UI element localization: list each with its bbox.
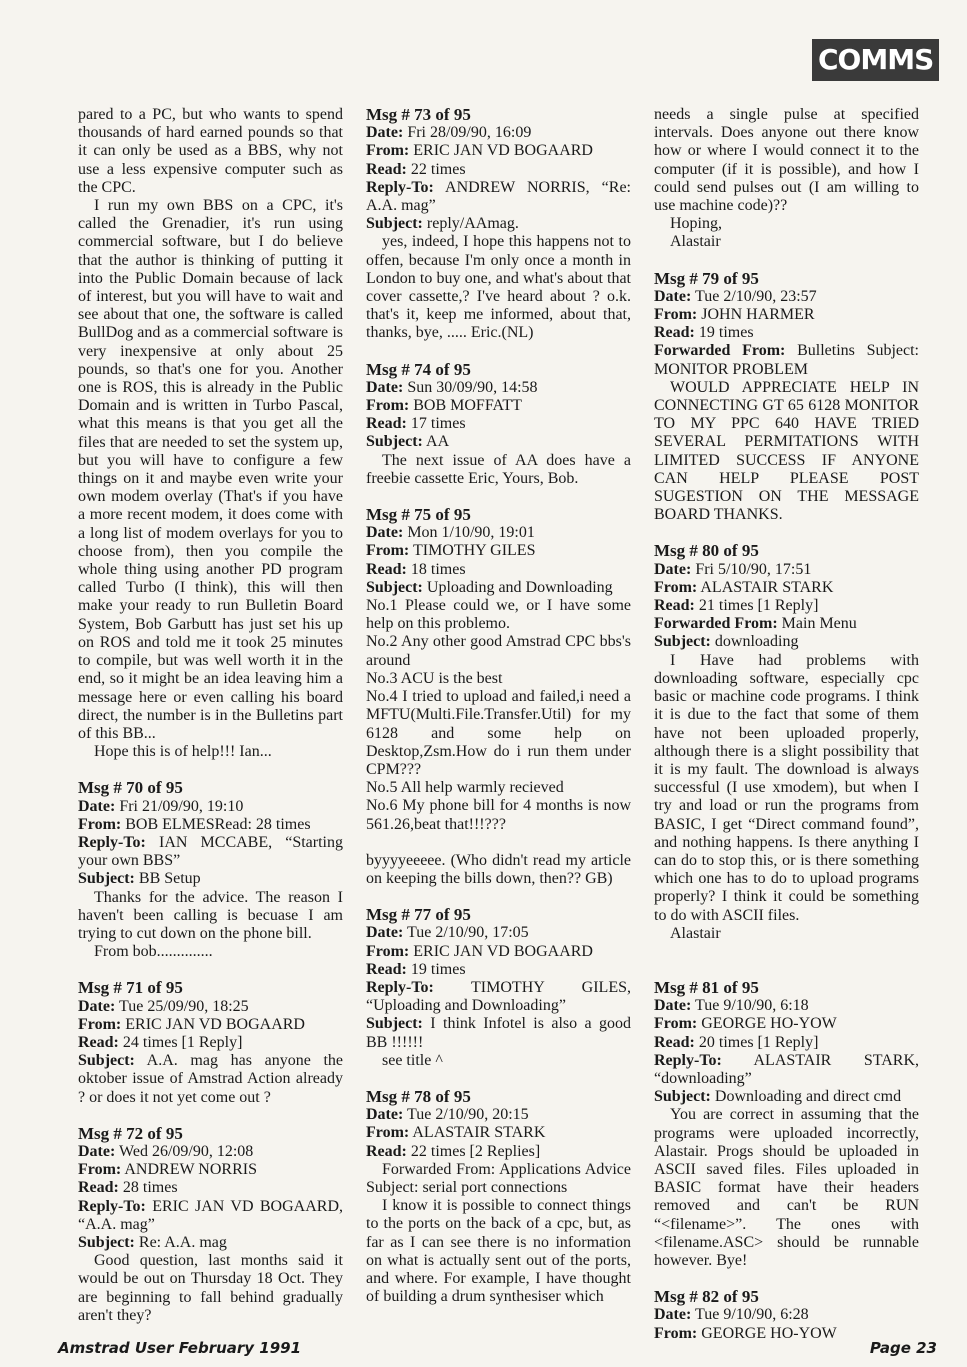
message-from: From: TIMOTHY GILES <box>366 542 536 560</box>
message-77 <box>366 906 631 1070</box>
message-date: Date: Tue 25/09/90, 18:25 <box>78 997 249 1015</box>
message-from: From: ALASTAIR STARK <box>654 578 834 596</box>
message-date: Date: Tue 2/10/90, 20:15 <box>366 1106 529 1124</box>
section-header <box>812 38 934 82</box>
message-from: From: BOB ELMESRead: 28 times <box>78 815 311 833</box>
message-reply-to: Reply-To: ANDREW NORRIS, “Re: A.A. mag” <box>366 178 631 215</box>
message-read: Read: 24 times [1 Reply] <box>78 1033 243 1051</box>
message-line: No.2 Any other good Amstrad CPC bbs's around <box>366 633 631 669</box>
message-body: I know it is possible to connect things to the ports on the back of a cpc, but, as far as I can see there is no information on what is actually sent out of the ports, and where. For example, I have thought of building a drum synthesiser which <box>366 1197 631 1306</box>
message-title: Msg # 70 of 95 <box>78 778 183 798</box>
message-title: Msg # 71 of 95 <box>78 978 183 998</box>
message-date: Date: Fri 28/09/90, 16:09 <box>366 124 532 142</box>
message-read: Read: 20 times [1 Reply] <box>654 1033 819 1051</box>
message-body: Forwarded From: Applications Advice Subject: serial port connections <box>366 1160 631 1196</box>
message-74 <box>366 361 631 488</box>
message-subject: Subject: I think Infotel is also a good BB !!!!!! <box>366 1015 631 1051</box>
message-from: From: JOHN HARMER <box>654 306 815 324</box>
message-line: No.5 All help warmly recieved <box>366 779 564 797</box>
message-body: WOULD APPRECIATE HELP IN CONNECTING GT 65 6128 MONITOR TO MY PPC 640 HAVE TRIED SEVERAL PERMITATIONS WITH LIMITED SUCCESS IF ANYONE CAN HELP PLEASE POST SUGESTION ON THE MESSAGE BOARD THANKS. <box>654 378 919 524</box>
message-78 <box>366 1088 631 1306</box>
message-body: Thanks for the advice. The reason I haven't been calling is becuase I am trying to cut down on the phone bill. <box>78 888 343 942</box>
message-subject: Subject: reply/AAmag. <box>366 215 519 233</box>
message-73 <box>366 106 631 343</box>
message-date: Date: Fri 5/10/90, 17:51 <box>654 560 812 578</box>
message-subject: Subject: BB Setup <box>78 870 201 888</box>
column-3 <box>654 106 919 1343</box>
message-date: Date: Mon 1/10/90, 19:01 <box>366 524 535 542</box>
message-72 <box>78 1125 343 1325</box>
message-signature: Alastair <box>670 233 721 251</box>
message-read: Read: 18 times <box>366 560 466 578</box>
message-title: Msg # 78 of 95 <box>366 1086 471 1106</box>
message-body: see title ^ <box>382 1051 443 1069</box>
message-75 <box>366 506 631 888</box>
message-read: Read: 19 times <box>654 324 754 342</box>
message-read: Read: 21 times [1 Reply] <box>654 597 819 615</box>
message-read: Read: 22 times <box>366 160 466 178</box>
message-70 <box>78 779 343 961</box>
message-subject: Subject: Downloading and direct cmd <box>654 1088 902 1106</box>
message-forwarded: Forwarded From: Bulletins Subject: MONITOR PROBLEM <box>654 342 919 378</box>
message-body: From bob.............. <box>94 943 213 961</box>
message-body: yes, indeed, I hope this happens not to offen, because I'm only once a month in London to buy one, and what's about that cover cassette,? I've heard about ? o.k. that's it, keep me informed, about that, thanks, bye, ..... Eric.(NL) <box>366 233 631 342</box>
message-title: Msg # 79 of 95 <box>654 268 759 288</box>
message-date: Date: Fri 21/09/90, 19:10 <box>78 797 244 815</box>
message-81 <box>654 979 919 1270</box>
message-reply-to: Reply-To: TIMOTHY GILES, “Uploading and Downloading” <box>366 978 631 1015</box>
article-paragraph: pared to a PC, but who wants to spend thousands of hard earned pounds so that it can only be used as a BBS, why not use a less expensive computer such as the CPC. <box>78 106 343 196</box>
message-reply-to: Reply-To: ERIC JAN VD BOGAARD, “A.A. mag” <box>78 1197 344 1233</box>
message-read: Read: 17 times <box>366 415 466 433</box>
message-82 <box>654 1288 919 1343</box>
message-71 <box>78 979 343 1106</box>
section-title: COMMS <box>812 39 939 81</box>
message-body: needs a single pulse at specified intervals. Does anyone out there know how or where I would connect it to the computer (if it is possible), and how I could send pulses out (I am willing to use machine code)?? <box>654 106 919 215</box>
message-reply-to: Reply-To: IAN MCCABE, “Starting your own BBS” <box>78 833 343 870</box>
message-date: Date: Tue 2/10/90, 23:57 <box>654 287 817 305</box>
message-read: Read: 22 times [2 Replies] <box>366 1142 541 1160</box>
message-read: Read: 28 times <box>78 1179 178 1197</box>
message-date: Date: Wed 26/09/90, 12:08 <box>78 1142 254 1160</box>
message-reply-to: Reply-To: ALASTAIR STARK, “downloading” <box>654 1051 919 1087</box>
spacer <box>366 834 631 852</box>
message-body: I Have had problems with downloading software, especially cpc basic or machine code programs. I think it is due to the fact that some of them have not been uploaded properly, although there is a slight possibility that it is my fault. The download is always successful (I use xmodem), but when I try and load or run the programs from BASIC, I get “Direct command found”, and nothing happens. Is there anything I can do to stop this, or is there something which one has to do to upload programs properly? I think it could be something to do with ASCII files. <box>654 651 919 924</box>
message-line: No.6 My phone bill for 4 months is now 561.26,beat that!!!??? <box>366 797 631 833</box>
message-subject: Subject: Re: A.A. mag <box>78 1233 227 1251</box>
page-number: Page 23 <box>869 1339 937 1357</box>
message-from: From: ERIC JAN VD BOGAARD <box>366 142 593 160</box>
message-subject: Subject: A.A. mag has anyone the oktober issue of Amstrad Action already ? or does it not yet come out ? <box>78 1052 344 1106</box>
message-title: Msg # 81 of 95 <box>654 977 759 997</box>
message-from: From: ALASTAIR STARK <box>366 1124 546 1142</box>
message-read: Read: 19 times <box>366 960 466 978</box>
message-from: From: GEORGE HO-YOW <box>654 1324 837 1342</box>
message-79 <box>654 270 919 525</box>
column-2 <box>366 106 631 1306</box>
message-line: byyyyeeeee. (Who didn't read my article on keeping the bills down, then?? GB) <box>366 851 631 887</box>
message-title: Msg # 80 of 95 <box>654 541 759 561</box>
message-subject: Subject: downloading <box>654 633 799 651</box>
message-from: From: GEORGE HO-YOW <box>654 1015 837 1033</box>
message-line: No.3 ACU is the best <box>366 669 503 687</box>
message-body: The next issue of AA does have a freebie cassette Eric, Yours, Bob. <box>366 451 631 487</box>
message-from: From: ERIC JAN VD BOGAARD <box>366 942 593 960</box>
message-from: From: BOB MOFFATT <box>366 397 522 415</box>
message-line: No.4 I tried to upload and failed,i need a MFTU(Multi.File.Transfer.Util) for my 6128 and some help on Desktop,Zsm.How do i run them under CPM??? <box>366 688 631 778</box>
message-line: No.1 Please could we, or I have some help on this problemo. <box>366 597 631 633</box>
message-title: Msg # 77 of 95 <box>366 905 471 925</box>
message-signoff: Hoping, <box>670 215 722 233</box>
message-date: Date: Tue 2/10/90, 17:05 <box>366 924 529 942</box>
article-paragraph: I run my own BBS on a CPC, it's called the Grenadier, it's run using commercial software, but I do believe that the author is thinking of putting it into the Public Domain because of lack of interest, but you will have to wait and see about that one, the software is called BullDog and as a commercial software is very inexpensive at only about 25 pounds, so that's one for you. Another one is ROS, this is already in the Public Domain and is written in Turbo Pascal, what this means is that you get all the files that are needed to set the system up, but you will have to configure a few things on it and maybe even write your own modem overlay (That's if you have a more recent modem, it does come with a long list of modem overlays for you to choose from), then you compile the whole thing using another PD program called Turbo (I think), this will then make your ready to run Bulletin Board System, Bob Garbutt has just set his up on ROS and told me it took 25 minutes to compile, but was well worth it in the end, so it might be an idea leaving him a message here or even calling his board direct, the number is in the Bulletins part of this BB... <box>78 197 343 742</box>
message-title: Msg # 73 of 95 <box>366 105 471 124</box>
message-forwarded: Forwarded From: Main Menu <box>654 615 857 633</box>
page-footer <box>0 1339 967 1363</box>
message-subject: Subject: AA <box>366 433 450 451</box>
message-signature: Alastair <box>670 924 721 942</box>
message-body: You are correct in assuming that the programs were uploaded incorrectly, Alastair. Progs should be uploaded in ASCII saved files. Files uploaded in BASIC format have their headers removed and can't be RUN “<filename>”. The ones with <filename.ASC> should be runnable however. Bye! <box>654 1106 919 1269</box>
message-date: Date: Tue 9/10/90, 6:28 <box>654 1306 809 1324</box>
message-title: Msg # 72 of 95 <box>78 1123 183 1143</box>
message-body: Good question, last months said it would be out on Thursday 18 Oct. They are beginning to fall behind gradually aren't they? <box>78 1252 343 1324</box>
article-paragraph: Hope this is of help!!! Ian... <box>94 743 272 761</box>
message-80 <box>654 542 919 942</box>
message-date: Date: Sun 30/09/90, 14:58 <box>366 378 538 396</box>
column-1 <box>78 106 343 1325</box>
message-title: Msg # 74 of 95 <box>366 359 471 379</box>
message-from: From: ERIC JAN VD BOGAARD <box>78 1015 305 1033</box>
message-date: Date: Tue 9/10/90, 6:18 <box>654 997 809 1015</box>
message-from: From: ANDREW NORRIS <box>78 1161 257 1179</box>
magazine-issue: Amstrad User February 1991 <box>58 1339 302 1357</box>
message-title: Msg # 75 of 95 <box>366 505 471 525</box>
message-title: Msg # 82 of 95 <box>654 1287 759 1307</box>
message-subject: Subject: Uploading and Downloading <box>366 578 613 596</box>
